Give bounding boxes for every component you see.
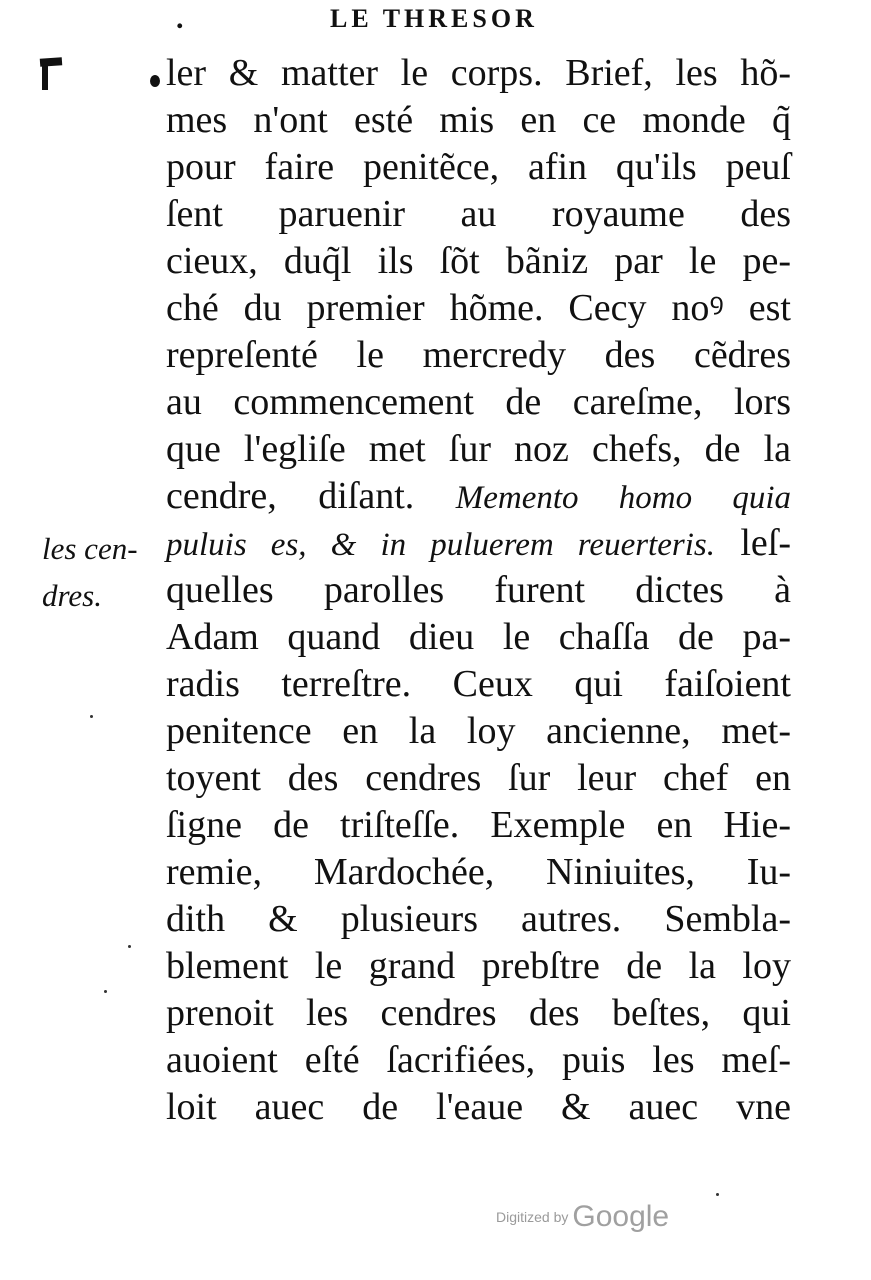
ink-speck: [716, 1193, 719, 1196]
ink-blot: [150, 75, 160, 87]
text-line: ler & matter le corps. Brief, les hõ-: [166, 52, 791, 94]
text-line: au commencement de careſme, lors: [166, 381, 791, 423]
ink-speck: [90, 715, 93, 718]
running-head: LE THRESOR: [330, 4, 538, 33]
text-line: penitence en la loy ancienne, met-: [166, 710, 791, 752]
text-line: mes n'ont esté mis en ce monde q̃: [166, 99, 791, 141]
margin-note-line: les cen-: [42, 531, 138, 566]
text-segment: cendre, diſant.: [166, 475, 415, 517]
text-line: toyent des cendres ſur leur chef en: [166, 757, 791, 799]
text-line: ſigne de triſteſſe. Exemple en Hie-: [166, 804, 791, 846]
running-head-mark: .: [176, 2, 184, 35]
digitized-by-google-watermark: [496, 1200, 669, 1234]
watermark-prefix: Digitized by: [496, 1209, 569, 1225]
ink-speck: [104, 990, 107, 993]
text-line: quelles parolles furent dictes à: [166, 569, 791, 611]
text-line: ſent paruenir au royaume des: [166, 193, 791, 235]
text-line: auoient eſté ſacrifiées, puis les meſ-: [166, 1039, 791, 1081]
text-line-with-latin: [166, 473, 791, 520]
text-line: prenoit les cendres des beſtes, qui: [166, 992, 791, 1034]
text-line: radis terreſtre. Ceux qui faiſoient: [166, 663, 791, 705]
text-segment: leſ-: [740, 522, 792, 564]
latin-quote-end: puluis es, & in puluerem reuerteris.: [166, 527, 715, 563]
margin-note: [42, 525, 138, 619]
text-line: que l'egliſe met ſur noz chefs, de la: [166, 428, 791, 470]
text-line: cieux, duq̃l ils ſõt bãniz par le pe-: [166, 240, 791, 282]
ink-blot: [42, 62, 48, 90]
main-text-block: [166, 50, 791, 1131]
text-line: dith & plusieurs autres. Sembla-: [166, 898, 791, 940]
margin-note-line: dres.: [42, 578, 102, 613]
text-line: ché du premier hõme. Cecy noꝰ est: [166, 287, 791, 329]
text-line-with-latin: [166, 520, 791, 567]
text-line: remie, Mardochée, Niniuites, Iu-: [166, 851, 791, 893]
text-line: pour faire penitẽce, afin qu'ils peuſ: [166, 146, 791, 188]
ink-speck: [128, 945, 131, 948]
text-line: Adam quand dieu le chaſſa de pa-: [166, 616, 791, 658]
latin-quote-start: Memento homo quia: [455, 480, 792, 516]
text-line: blement le grand prebſtre de la loy: [166, 945, 791, 987]
text-line: loit auec de l'eaue & auec vne: [166, 1086, 791, 1128]
google-logo: Google: [572, 1200, 670, 1233]
text-line: repreſenté le mercredy des cẽdres: [166, 334, 791, 376]
